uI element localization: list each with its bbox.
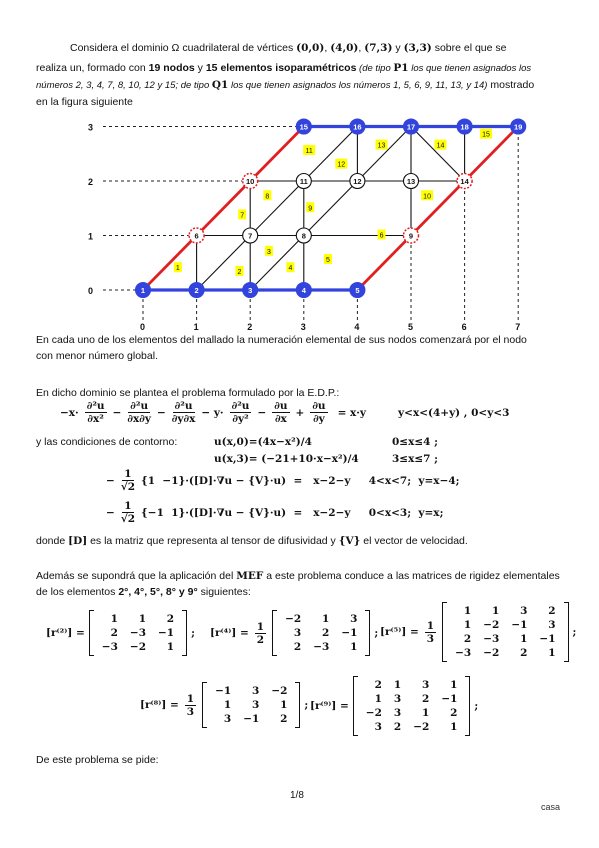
matrix-entry: 2 [548,605,556,617]
element-label: 5 [325,257,330,265]
frac-den: ∂y [313,413,325,425]
element-list: 2°, 4°, 5°, 8° y 9° [118,586,198,598]
bc-dirichlet-1-range: 0≤x≤4 ; [392,436,438,448]
x-tick-label: 0 [140,322,146,332]
footer-tag: casa [541,802,561,812]
y-tick-label: 3 [88,122,94,133]
matrix-entry: 3 [350,613,358,625]
node-label: 10 [246,177,255,186]
q1-type: Q1 [211,79,229,91]
matrix-entry: 3 [252,699,260,711]
frac-num: 1 [124,468,132,480]
matrix-coefficient [255,621,266,646]
element-label: 3 [267,248,271,256]
matrix-entry: −3 [313,641,330,653]
pde-rhs: = x·y [337,406,367,419]
matrix-end: ; [374,627,379,639]
matrix-entry: 3 [374,721,382,733]
matrix-r8 [140,682,308,728]
coef-den: 3 [186,705,195,718]
x-tick-label: 2 [247,322,253,332]
bc-neumann-2 [106,500,443,525]
intro-line-1: Considera el dominio Ω cuadrilateral de vértices (0,0), (4,0), (7,3) y (3,3) sobre el que se [70,42,507,54]
intro-text: realiza un, formado con [36,62,149,74]
coef-den: 2 [256,633,265,646]
mef-acronym: MEF [236,570,264,582]
y-tick-label: 2 [88,177,94,187]
frac-num: 1 [124,500,132,512]
node-label: 13 [406,177,416,186]
pde-equation [60,400,509,425]
element-label: 7 [240,212,245,220]
element-label: 8 [265,193,270,201]
matrix-entry: 2 [110,627,118,639]
mesh-edge [357,127,411,182]
matrix-entry: −3 [101,641,118,653]
intro-text: y [194,62,206,74]
intro-text: sobre el que se [431,42,507,54]
intro-paragraph [36,40,576,110]
vertex-4: (3,3) [403,42,432,54]
node-label: 7 [248,231,253,241]
pde-term: − [112,406,122,419]
matrix-entry: −2 [483,619,500,631]
matrix-entry: 1 [492,605,500,617]
matrix-entry: −3 [455,647,472,659]
matrix-entry: 2 [166,613,175,625]
matrix-entry: 2 [293,641,302,653]
coef-den: 3 [426,632,435,645]
x-tick-label: 1 [193,322,199,332]
frac-den: √2 [120,513,136,525]
intro-text: Considera el dominio Ω cuadrilateral de vértices [70,42,297,54]
node-label: 14 [460,177,469,186]
matrix-entry: −1 [215,685,232,697]
bc-fraction [121,500,135,525]
coef-num: 1 [186,692,195,705]
matrix-label: [r⁽⁴⁾] = [210,627,249,639]
frac-den: ∂x∂y [127,413,151,425]
frac-num: ∂u [312,400,326,412]
numbering-line-2: con menor número global. [36,350,158,362]
node-label: 4 [301,286,306,295]
y-tick-label: 0 [88,286,94,296]
matrix-entry: 2 [463,633,472,645]
pde-fraction [230,400,252,425]
intro-text: (de tipo [356,63,394,74]
p1-type: P1 [393,62,409,74]
matrix-label: [r⁽²⁾] = [46,627,85,639]
mesh-lines [194,127,465,291]
numbering-line-1: En cada uno de los elementos del mallado la numeración elemental de sus nodos comenzará por el nodo [36,334,527,346]
pde-term: − [257,406,267,419]
matrix-entry: −3 [129,627,146,639]
frac-den: ∂y∂x [171,413,196,425]
intro-text: los que tienen asignados los números 1, 5, 6, 9, 11, 13, y 14) [228,80,488,91]
bc-dirichlet-2: u(x,3)= (−21+10·x−x²)/4 [214,453,359,465]
nodos-count: 19 nodos [148,62,195,74]
stiffness-paragraph [36,568,576,600]
pde-fraction [127,400,151,425]
matrix-entry: 1 [450,721,458,733]
element-label: 12 [337,161,346,169]
minus-sign: − [106,506,115,519]
matrix-entry: 1 [520,633,528,645]
element-label: 9 [308,205,313,213]
mesh-edge [411,127,465,182]
question-intro [36,752,576,768]
pde-intro-text: En dicho dominio se plantea el problema formulado por la E.D.P.: [36,387,340,399]
matrix-entry: −2 [483,647,500,659]
stiffness-line-1 [36,568,576,584]
node-label: 15 [299,122,308,132]
matrix-entry: 3 [520,605,528,617]
mesh-edge [250,236,304,291]
element-label: 15 [482,131,490,139]
frac-den: ∂y² [232,413,249,425]
matrix-entry: 1 [374,693,382,705]
vertex-1: (0,0) [296,42,325,54]
matrix-r5 [380,602,576,662]
matrix-entry: −3 [483,633,500,645]
matrix-entry: 1 [280,699,288,711]
matrix-entry: −2 [285,613,302,625]
frac-num: ∂²u [174,400,193,412]
node-label: 18 [460,122,469,132]
matrix-entry: 1 [166,641,175,653]
x-tick-label: 5 [408,322,414,332]
node-label: 3 [248,286,253,295]
question-intro-text: De este problema se pide: [36,754,159,766]
mesh-figure [0,110,599,340]
matrix-entry: −2 [129,641,146,653]
matrix-coefficient [425,620,436,645]
node-label: 8 [301,231,306,241]
matrix-label: [r⁽⁹⁾] = [310,700,349,712]
matrix-entry: 1 [463,605,472,617]
pde-fraction [172,400,196,425]
matrix-entry: −1 [441,693,458,705]
matrix-entry: −2 [413,721,430,733]
mesh-edge [197,236,251,291]
matrix-entry: 3 [548,619,556,631]
stiffness-text: siguientes: [197,586,251,598]
matrix-entry: 2 [374,679,382,691]
minus-sign: − [106,474,115,487]
node-label: 5 [355,286,360,295]
element-label: 4 [288,265,293,273]
pde-term: − y· [201,406,224,419]
pde-fraction [85,400,107,425]
coef-num: 1 [426,619,435,632]
bc-label: y las condiciones de contorno: [36,436,178,448]
matrix-entry: 3 [422,679,430,691]
pde-fraction [272,400,289,425]
intro-line-2 [36,60,576,77]
bc-dirichlet-1: u(x,0)=(4x−x²)/4 [214,436,312,448]
matrix-entry: 1 [350,641,358,653]
intro-text: mostrado [487,79,535,91]
matrix-entry: 2 [280,713,288,725]
node-label: 6 [194,231,199,241]
matrix-entry: 1 [110,613,118,625]
vertex-2: (4,0) [330,42,359,54]
matrix-entry: −2 [365,707,382,719]
matrix-end: ; [474,700,479,712]
element-label: 2 [237,269,242,277]
matrix-r2 [46,610,195,656]
donde-text: el vector de velocidad. [360,535,468,547]
pde-term: −x· [60,406,79,419]
node-label: 12 [353,177,362,186]
page-number: 1/8 [290,790,304,801]
intro-text: los que tienen asignados los [408,63,532,74]
donde-text: donde [36,535,69,547]
elements-count: 15 elementos isoparamétricos [205,62,357,74]
x-tick-label: 6 [461,322,467,332]
node-label: 2 [194,286,199,295]
stiffness-line-2 [36,584,576,600]
matrix-entry: 2 [520,647,528,659]
node-label: 1 [140,286,146,295]
frac-num: ∂u [274,400,288,412]
node-label: 9 [408,231,414,241]
matrix-entry: −1 [511,619,528,631]
coef-num: 1 [256,620,265,633]
matrix-entry: −1 [341,627,358,639]
matrix-entry: 1 [463,619,472,631]
matrix-entry: 3 [393,693,402,705]
matrix-body [272,610,370,656]
x-tick-label: 3 [300,322,306,332]
element-label: 6 [379,232,384,240]
matrix-entry: 1 [548,647,556,659]
element-label: 11 [305,148,313,156]
stiffness-text: de los elementos [36,586,119,598]
matrix-body [202,682,300,728]
node-label: 11 [299,177,308,186]
vector-V: {V} [338,535,361,547]
frac-num: ∂²u [130,400,149,412]
x-tick-label: 7 [515,322,521,332]
matrix-coefficient [185,693,196,718]
matrix-entry: 3 [293,627,302,639]
frac-den: ∂x² [87,413,104,425]
bc-neumann-expr: {−1 1}·([D]·∇u − {V}·u) = x−2−y 0<x<3; y=x; [141,506,444,519]
matrix-entry: −1 [158,627,175,639]
bc-fraction [121,468,135,493]
matrix-entry: 3 [393,707,402,719]
y-tick-label: 1 [88,231,94,242]
intro-line-4: en la figura siguiente [36,96,133,108]
matrix-entry: 2 [393,721,402,733]
matrix-entry: −1 [243,713,260,725]
pde-domain: y<x<(4+y) , 0<y<3 [398,406,510,419]
matrix-label: [r⁽⁸⁾] = [140,699,179,711]
element-label: 14 [436,142,445,150]
matrix-end: ; [304,699,309,711]
intro-text: números 2, 3, 4, 7, 8, 10, 12 y 15; de tipo [36,80,212,91]
matrix-entry: 2 [322,627,330,639]
boundary-edge-red [357,127,518,291]
element-label: 13 [377,142,386,150]
node-label: 16 [353,122,362,132]
stiffness-text: Además se supondrá que la aplicación del [36,570,237,582]
donde-line [36,535,468,547]
stiffness-text: a este problema conduce a las matrices de rigidez elementales [263,570,560,582]
matrix-label: [r⁽⁵⁾] = [380,626,419,638]
vertex-3: (7,3) [364,42,393,54]
node-label: 19 [514,122,523,132]
matrix-entry: −2 [271,685,288,697]
matrix-entry: 2 [422,693,430,705]
pde-intro [36,385,576,401]
boundary-edge-red [143,127,304,291]
bc-dirichlet-2-range: 3≤x≤7 ; [392,453,438,465]
frac-num: ∂²u [86,400,105,412]
matrix-body [353,676,471,736]
node-label: 17 [406,122,416,132]
pde-fraction [310,400,327,425]
matrix-end: ; [572,626,577,638]
matrix-entry: 1 [223,699,232,711]
matrix-entry: −1 [539,633,556,645]
intro-line-3 [36,77,576,94]
frac-num: ∂²u [231,400,250,412]
matrix-body [89,610,187,656]
pde-term: − [156,406,166,419]
matrix-entry: 3 [223,713,232,725]
donde-text: es la matriz que representa al tensor de difusividad y [87,535,339,547]
matrix-entry: 3 [252,685,260,697]
pde-term: + [295,406,305,419]
element-label: 1 [175,265,180,273]
matrix-entry: 1 [422,707,430,719]
bc-neumann-expr: {1 −1}·([D]·∇u − {V}·u) = x−2−y 4<x<7; y=x−4; [141,474,460,487]
frac-den: √2 [120,481,136,493]
matrix-r9 [310,676,478,736]
matrix-entry: 1 [322,613,330,625]
matrix-r4 [210,610,378,656]
matrix-entry: 2 [450,707,458,719]
mesh-edge [250,181,304,236]
matrix-entry: 1 [450,679,458,691]
matrix-body [442,602,568,662]
x-tick-label: 4 [354,322,360,332]
matrix-entry: 1 [393,679,402,691]
matrix-entry: 1 [138,613,146,625]
bc-neumann-1 [106,468,460,493]
matrix-end: ; [191,627,195,639]
frac-den: ∂x [274,413,287,425]
numbering-paragraph [36,332,576,364]
element-label: 10 [423,193,431,201]
matrix-D: [D] [68,535,88,547]
